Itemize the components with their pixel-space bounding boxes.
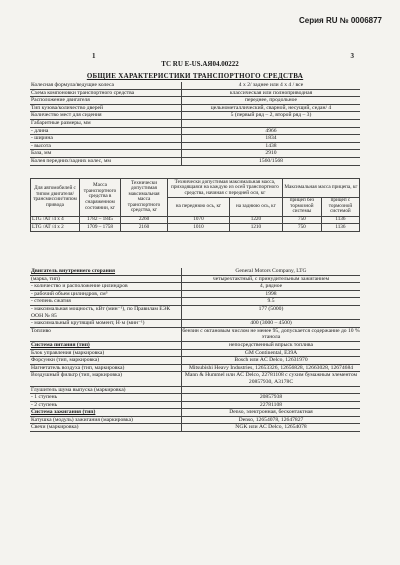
mass-cell-max: 2160 bbox=[121, 224, 168, 232]
mass-cell-curb: 1709 – 1758 bbox=[80, 224, 121, 232]
spec-value bbox=[181, 387, 360, 394]
engine-spec-row bbox=[30, 350, 360, 358]
mass-cell-nobrake: 750 bbox=[282, 216, 321, 224]
mass-cell-curb: 1782 – 1845 bbox=[80, 216, 121, 224]
spec-label: Тип кузова/количество дверей bbox=[31, 104, 103, 111]
spec-value: 20857938 bbox=[181, 394, 360, 401]
spec-label: Схема компоновки транспортного средства bbox=[31, 89, 135, 96]
spec-value: Mitsubishi Heavy Industries, 12653326, 12656828, 12663028, 12674684 bbox=[181, 365, 360, 372]
spec-label: - 1 ступень bbox=[31, 394, 58, 401]
spec-value: Bosch или AC Delco, 12631970 bbox=[181, 357, 360, 364]
spec-label: Глушитель шума выпуска (маркировка) bbox=[31, 386, 126, 393]
engine-spec-row bbox=[30, 342, 360, 350]
spec-value: Denso, электронная, бесконтактная bbox=[181, 409, 360, 416]
spec-value bbox=[181, 120, 360, 127]
spec-label: Топливо bbox=[31, 327, 51, 334]
spec-value: 177 (5000) bbox=[181, 306, 360, 319]
general-spec-row bbox=[30, 82, 360, 90]
spec-value: 1998 bbox=[181, 291, 360, 298]
engine-spec-row bbox=[30, 424, 360, 432]
mass-cell-brake: 1136 bbox=[321, 224, 359, 232]
spec-value: 4, рядное bbox=[181, 283, 360, 290]
spec-label: Двигатель внутреннего сгорания bbox=[31, 268, 116, 274]
spec-value: General Motors Company, LTG bbox=[181, 268, 360, 275]
general-specs bbox=[30, 82, 360, 166]
mass-header-curb: Масса транспортного средства в снаряженном состоянии, кг bbox=[80, 179, 121, 217]
mass-header-trailer: Максимальная масса прицепа, кг bbox=[282, 179, 359, 198]
spec-value: 5 (первый ряд – 2, второй ряд – 3) bbox=[181, 112, 360, 119]
spec-label: Количество мест для сидения bbox=[31, 112, 102, 119]
general-spec-row bbox=[30, 97, 360, 105]
engine-spec-row bbox=[30, 283, 360, 291]
engine-spec-row bbox=[30, 387, 360, 395]
spec-value: классическая или полноприводная bbox=[181, 90, 360, 97]
spec-value: Mann & Hummel или AC Delco, 22781108 с сухим бумажным элементом 20857930, A3178C bbox=[181, 372, 360, 385]
spec-value: непосредственный впрыск топлива bbox=[181, 342, 360, 349]
spec-value: GM Continental, E39A bbox=[181, 350, 360, 357]
mass-header-front: на переднюю ось, кг bbox=[168, 197, 230, 216]
spec-label: - рабочий объем цилиндров, см³ bbox=[31, 290, 108, 297]
mass-table bbox=[30, 178, 360, 232]
engine-spec-row bbox=[30, 298, 360, 306]
certificate-number: TC RU E-US.AЯ04.00222 bbox=[161, 60, 239, 68]
engine-spec-row bbox=[30, 320, 360, 328]
mass-cell-type: LTG /AT /4 x 2 bbox=[31, 224, 80, 232]
mass-header-axle: Технически допустимая максимальная масса, приходящаяся на каждую из осей транспортного средства, начиная с передней оси, кг bbox=[168, 179, 283, 198]
spec-label: - ширина bbox=[31, 135, 53, 142]
engine-spec-row bbox=[30, 276, 360, 284]
spec-value: 22781108 bbox=[181, 402, 360, 409]
spec-label: Блок управления (маркировка) bbox=[31, 349, 105, 356]
serial-number: Серия RU № 0006877 bbox=[299, 16, 382, 25]
mass-header-type: Для автомобилей с типом двигателя/трансмиссии/типом привода bbox=[31, 179, 80, 217]
spec-label: - степень сжатия bbox=[31, 298, 71, 305]
engine-spec-row bbox=[30, 394, 360, 402]
mass-cell-rear: 1220 bbox=[229, 216, 282, 224]
engine-spec-row bbox=[30, 328, 360, 342]
general-spec-row bbox=[30, 150, 360, 158]
spec-value: 1438 bbox=[181, 143, 360, 150]
spec-label: Габаритные размеры, мм bbox=[31, 119, 91, 126]
general-spec-row bbox=[30, 120, 360, 128]
spec-label: Свечи (маркировка) bbox=[31, 424, 79, 431]
spec-label: Катушка (модуль) зажигания (маркировка) bbox=[31, 416, 133, 423]
spec-label: Колея передних/задних колес, мм bbox=[31, 157, 111, 164]
spec-value: NGK или AC Delco, 12654078 bbox=[181, 424, 360, 431]
general-spec-row bbox=[30, 90, 360, 98]
mass-cell-rear: 1210 bbox=[229, 224, 282, 232]
engine-spec-row bbox=[30, 306, 360, 320]
spec-label: Расположение двигателя bbox=[31, 97, 90, 104]
engine-specs bbox=[30, 268, 360, 432]
spec-label: - длина bbox=[31, 127, 49, 134]
mass-cell-max: 2260 bbox=[121, 216, 168, 224]
spec-label: - количество и расположение цилиндров bbox=[31, 283, 128, 290]
spec-value: четырехтактный, с принудительным зажиганием bbox=[181, 276, 360, 283]
spec-value: переднее, продольное bbox=[181, 97, 360, 104]
spec-label: Система питания (тип) bbox=[31, 341, 90, 348]
spec-label: Колесная формула/ведущие колеса bbox=[31, 82, 115, 88]
spec-label: Форсунки (тип, маркировка) bbox=[31, 357, 100, 364]
spec-label: - 2 ступень bbox=[31, 401, 58, 408]
spec-value: 1834 bbox=[181, 135, 360, 142]
general-spec-row bbox=[30, 135, 360, 143]
spec-label: База, мм bbox=[31, 150, 52, 157]
page-number-left: 1 bbox=[92, 52, 96, 60]
mass-row bbox=[31, 216, 360, 224]
spec-label: Нагнетатель воздуха (тип, маркировка) bbox=[31, 364, 125, 371]
mass-header-brake: прицеп с тормозной системой bbox=[321, 197, 359, 216]
spec-value: 4966 bbox=[181, 128, 360, 135]
mass-cell-brake: 1136 bbox=[321, 216, 359, 224]
engine-spec-row bbox=[30, 372, 360, 386]
page-number-right: 3 bbox=[350, 52, 354, 60]
engine-spec-row bbox=[30, 409, 360, 417]
spec-label: - максимальный крутящий момент, Н·м (мин⁻¹) bbox=[31, 320, 145, 327]
engine-spec-row bbox=[30, 291, 360, 299]
spec-value: 2910 bbox=[181, 150, 360, 157]
mass-cell-front: 1070 bbox=[168, 216, 230, 224]
spec-value: 1560/1568 bbox=[181, 158, 360, 165]
mass-cell-front: 1010 bbox=[168, 224, 230, 232]
mass-row bbox=[31, 224, 360, 232]
spec-value: 4 x 2/ заднее или 4 x 4 / все bbox=[181, 82, 360, 89]
spec-value: Denso, 12654078, 12647827 bbox=[181, 417, 360, 424]
spec-value: 400 (3000 – 4500) bbox=[181, 320, 360, 327]
general-spec-row bbox=[30, 158, 360, 166]
mass-cell-nobrake: 750 bbox=[282, 224, 321, 232]
engine-spec-row bbox=[30, 417, 360, 425]
general-spec-row bbox=[30, 143, 360, 151]
mass-header-max: Технически допустимая максимальная масса транспортного средства, кг bbox=[121, 179, 168, 217]
spec-value: 9.5 bbox=[181, 298, 360, 305]
mass-header-nobrake: прицеп без тормозной системы bbox=[282, 197, 321, 216]
spec-value: бензин с октановым числом не менее 95, допускается содержание до 10 % этанола bbox=[182, 327, 360, 341]
general-spec-row bbox=[30, 112, 360, 120]
spec-label: Воздушный фильтр (тип, маркировка) bbox=[31, 372, 122, 379]
general-spec-row bbox=[30, 128, 360, 136]
spec-label: (марка, тип) bbox=[31, 275, 60, 282]
engine-spec-row bbox=[30, 268, 360, 276]
mass-header-rear: на заднюю ось, кг bbox=[229, 197, 282, 216]
spec-label: Система зажигания (тип) bbox=[31, 409, 96, 416]
section-title: ОБЩИЕ ХАРАКТЕРИСТИКИ ТРАНСПОРТНОГО СРЕДСТВА bbox=[86, 72, 304, 80]
engine-spec-row bbox=[30, 357, 360, 365]
spec-label: - максимальная мощность, кВт (мин⁻¹), по Правилам ЕЭК ООН № 85 bbox=[31, 305, 171, 319]
spec-label: - высота bbox=[31, 142, 51, 149]
spec-value: цельнометаллический, сварной, несущий, седан/ 4 bbox=[181, 105, 360, 112]
mass-cell-type: LTG /AT /4 x 4 bbox=[31, 216, 80, 224]
